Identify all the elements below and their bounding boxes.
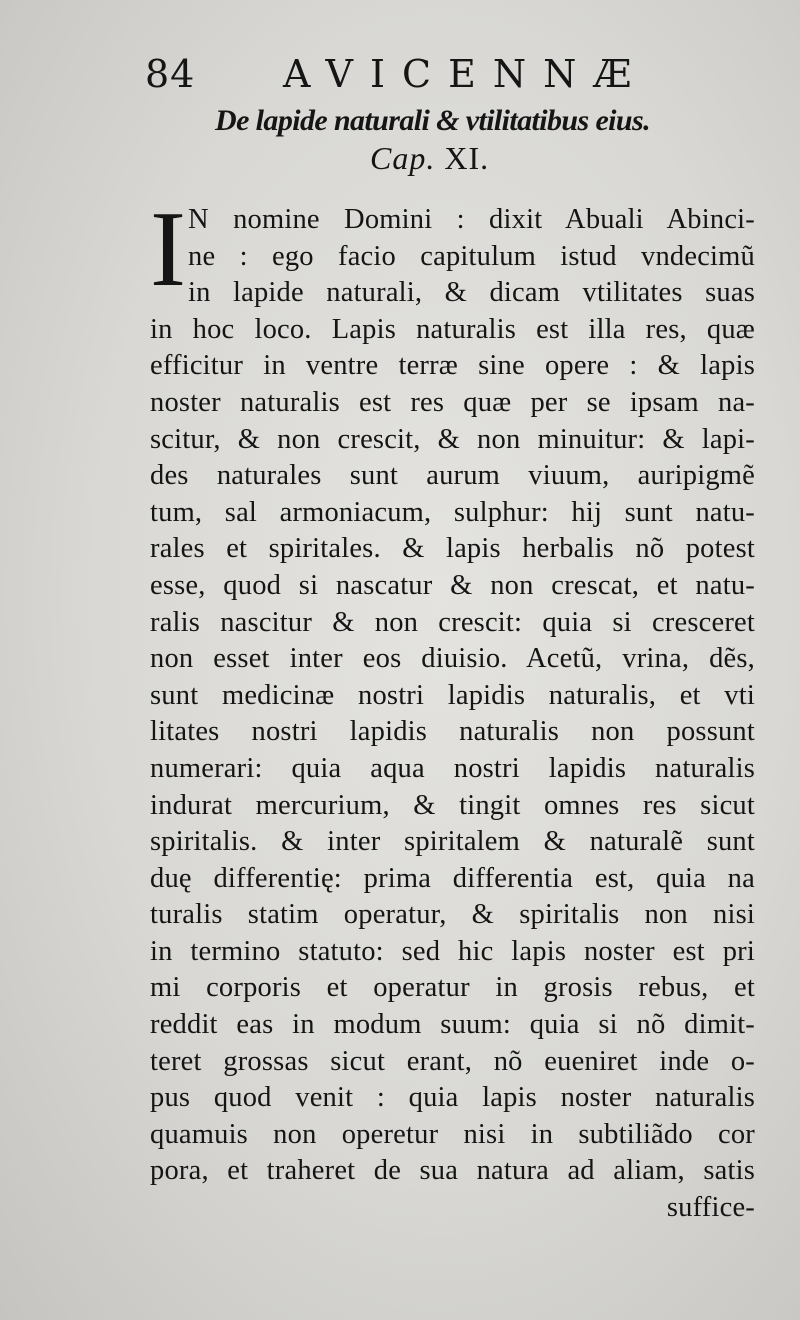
- text-line: numerari: quia aqua nostri lapidis naturalis: [150, 752, 755, 784]
- chapter-numeral: XI.: [444, 140, 490, 176]
- text-line: non esset inter eos diuisio. Acetũ, vrina, dẽs,: [150, 643, 755, 675]
- text-line: spiritalis. & inter spiritalem & naturalẽ sunt: [150, 826, 755, 858]
- text-line: in hoc loco. Lapis naturalis est illa res, quæ: [150, 313, 755, 345]
- text-line: mi corporis et operatur in grosis rebus, et: [150, 972, 755, 1004]
- text-line: tum, sal armoniacum, sulphur: hij sunt natu-: [150, 496, 755, 528]
- text-line: sunt medicinæ nostri lapidis naturalis, et vti: [150, 679, 755, 711]
- text-line: rales et spiritales. & lapis herbalis nõ potest: [150, 533, 755, 565]
- text-line: ne : ego facio capitulum istud vndecimũ: [188, 240, 755, 272]
- text-line: teret grossas sicut erant, nõ eueniret inde o-: [150, 1045, 755, 1077]
- text-line: pora, et traheret de sua natura ad aliam, satis: [150, 1155, 755, 1187]
- chapter-title: De lapide naturali & vtilitatibus eius.: [215, 104, 650, 137]
- body-text: [150, 202, 755, 1227]
- text-line: in lapide naturali, & dicam vtilitates suas: [188, 277, 755, 309]
- text-line: duę differentię: prima differentia est, quia na: [150, 862, 755, 894]
- text-line: quamuis non operetur nisi in subtiliãdo cor: [150, 1118, 755, 1150]
- text-line: reddit eas in modum suum: quia si nõ dimit-: [150, 1009, 755, 1041]
- text-line: scitur, & non crescit, & non minuitur: & lapi-: [150, 423, 755, 455]
- text-line: litates nostri lapidis naturalis non possunt: [150, 716, 755, 748]
- chapter-label: Cap.: [370, 140, 436, 176]
- page-number: 84: [145, 52, 196, 96]
- text-line: turalis statim operatur, & spiritalis non nisi: [150, 899, 755, 931]
- catchword: suffice-: [666, 1192, 755, 1224]
- text-line: des naturales sunt aurum viuum, auripigmẽ: [150, 460, 755, 492]
- running-head: [145, 50, 665, 100]
- text-line: efficitur in ventre terræ sine opere : & lapis: [150, 350, 755, 382]
- show-through-text: [780, 112, 790, 147]
- text-line: indurat mercurium, & tingit omnes res sicut: [150, 789, 755, 821]
- text-line: N nomine Domini : dixit Abuali Abinci-: [188, 204, 755, 235]
- text-line: in termino statuto: sed hic lapis noster est pri: [150, 935, 755, 967]
- text-line: esse, quod si nascatur & non crescat, et natu-: [150, 569, 755, 601]
- drop-cap-initial: I: [150, 190, 186, 309]
- running-title: AVICENNÆ: [283, 52, 649, 96]
- chapter-heading: [370, 140, 489, 177]
- text-line: noster naturalis est res quæ per se ipsam na-: [150, 386, 755, 418]
- text-line: pus quod venit : quia lapis noster naturalis: [150, 1082, 755, 1114]
- text-line: ralis nascitur & non crescit: quia si cresceret: [150, 606, 755, 638]
